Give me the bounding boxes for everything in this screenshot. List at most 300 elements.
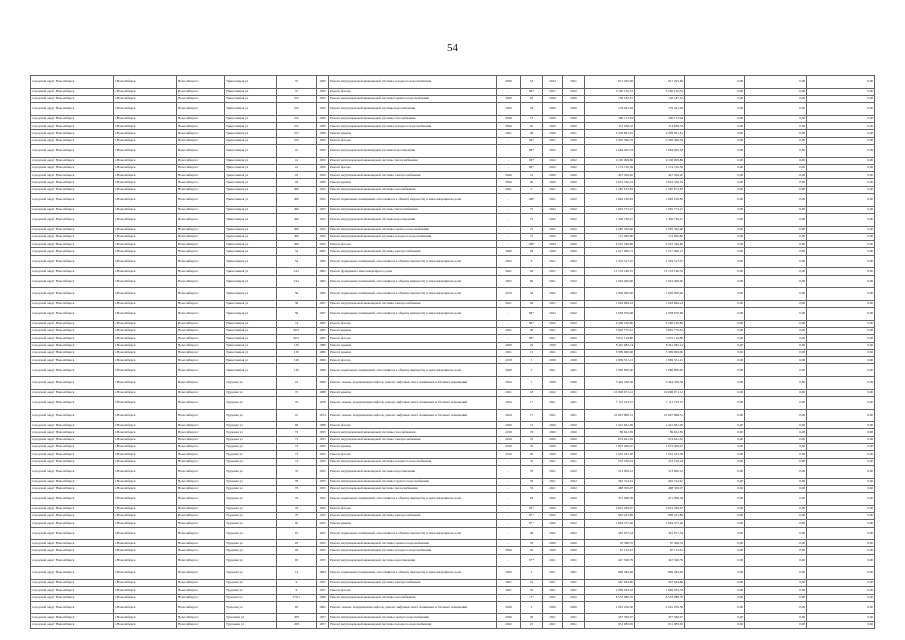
- plan-year-cell: 2022: [543, 213, 563, 226]
- build-year-cell: 1986: [317, 342, 329, 349]
- cost-total-cell: 674 641,65: [635, 436, 685, 443]
- fund-cell: 0,00: [685, 349, 745, 356]
- fund-cell: 0,00: [685, 103, 745, 116]
- repair-year-cell: -: [497, 233, 521, 240]
- work-type-cell: Ремонт внутридомовой инженерной системы электроснабжения: [329, 300, 497, 307]
- table-row: [31, 621, 875, 628]
- settlement-cell: г.Новосибирск: [114, 157, 177, 164]
- settlement-cell: г.Новосибирск: [114, 409, 177, 422]
- plan-year-cell: 2020: [543, 179, 563, 186]
- plan-year-cell: 2020: [543, 357, 563, 364]
- municipality-cell: городской округ Новосибирск: [31, 241, 114, 248]
- fund-cell: 0,00: [685, 444, 745, 451]
- plan-year-cell: 2022: [543, 520, 563, 527]
- plan-year-cell: 2020: [543, 130, 563, 137]
- build-year-cell: 1955: [317, 429, 329, 436]
- owners-cell: 0,00: [807, 614, 875, 621]
- build-year-cell: 1950: [317, 123, 329, 130]
- work-type-cell: Ремонт внутридомовой инженерной системы горячего водоснабжения: [329, 614, 497, 621]
- settlement-cell: г.Новосибирск: [114, 342, 177, 349]
- repair-year-cell: 2026: [497, 614, 521, 621]
- wear-cell: 96*: [521, 157, 543, 164]
- build-year-cell: 1955: [317, 465, 329, 478]
- municipality-cell: городской округ Новосибирск: [31, 436, 114, 443]
- work-type-cell: Ремонт подвальных помещений, относящихся к общему имуществу в многоквартирном доме: [329, 493, 497, 506]
- street-cell: Трудовая ул: [225, 505, 277, 512]
- house-number-cell: 60/1: [277, 335, 317, 342]
- wear-cell: 87*: [521, 513, 543, 520]
- budget-cell: 0,00: [745, 95, 807, 102]
- municipality-cell: городской округ Новосибирск: [31, 179, 114, 186]
- period-cell: 2022: [563, 485, 585, 492]
- street-cell: Трикотажная ул: [225, 342, 277, 349]
- plan-year-cell: 2022: [543, 144, 563, 157]
- locality-cell: Новосибирск г: [177, 357, 225, 364]
- cost-total-cell: 427 509,20: [635, 172, 685, 179]
- work-type-cell: Ремонт внутридомовой инженерной системы водоотведения: [329, 213, 497, 226]
- cost-total-cell: 4 266 106,80: [635, 320, 685, 327]
- municipality-cell: городской округ Новосибирск: [31, 505, 114, 512]
- owners-cell: 0,00: [807, 213, 875, 226]
- period-cell: 2020: [563, 172, 585, 179]
- build-year-cell: 1950: [317, 95, 329, 102]
- period-cell: 2021: [563, 554, 585, 567]
- municipality-cell: городской округ Новосибирск: [31, 268, 114, 275]
- wear-cell: 6: [521, 255, 543, 268]
- cost-total-cell: 1 924 400,00: [635, 275, 685, 288]
- owners-cell: 0,00: [807, 451, 875, 458]
- owners-cell: 0,00: [807, 389, 875, 396]
- cost-cell: 67 152,61: [585, 547, 635, 554]
- street-cell: Трудовая ул: [225, 396, 277, 409]
- municipality-cell: городской округ Новосибирск: [31, 103, 114, 116]
- wear-cell: 71*: [521, 594, 543, 601]
- period-cell: 2022: [563, 213, 585, 226]
- period-cell: 2022: [563, 137, 585, 144]
- plan-year-cell: 2026: [543, 95, 563, 102]
- period-cell: 2022: [563, 308, 585, 321]
- locality-cell: Новосибирск г: [177, 233, 225, 240]
- table-row: [31, 429, 875, 436]
- plan-year-cell: 2022: [543, 527, 563, 540]
- wear-cell: 76: [521, 540, 543, 547]
- fund-cell: 0,00: [685, 206, 745, 213]
- cost-total-cell: 513 906,12: [635, 465, 685, 478]
- street-cell: Трикотажная ул: [225, 357, 277, 364]
- fund-cell: 0,00: [685, 164, 745, 171]
- cost-total-cell: 899 483,46: [635, 567, 685, 580]
- street-cell: Трикотажная ул: [225, 186, 277, 193]
- street-cell: Трикотажная ул: [225, 233, 277, 240]
- locality-cell: Новосибирск г: [177, 621, 225, 628]
- cost-cell: 5 365 366,79: [585, 137, 635, 144]
- build-year-cell: 1950: [317, 115, 329, 122]
- settlement-cell: г.Новосибирск: [114, 213, 177, 226]
- municipality-cell: городской округ Новосибирск: [31, 554, 114, 567]
- budget-cell: 0,00: [745, 172, 807, 179]
- plan-year-cell: 2024: [543, 76, 563, 89]
- period-cell: 2021: [563, 327, 585, 334]
- table-row: [31, 320, 875, 327]
- street-cell: Трикотажная ул: [225, 349, 277, 356]
- cost-total-cell: 156 187,01: [635, 95, 685, 102]
- work-type-cell: Ремонт внутридомовой инженерной системы газоснабжения: [329, 594, 497, 601]
- cost-total-cell: 715 990,86: [635, 233, 685, 240]
- municipality-cell: городской округ Новосибирск: [31, 527, 114, 540]
- build-year-cell: 1965: [317, 275, 329, 288]
- locality-cell: Новосибирск г: [177, 554, 225, 567]
- owners-cell: 0,00: [807, 233, 875, 240]
- house-number-cell: 70: [277, 396, 317, 409]
- cost-total-cell: 1 065 772,27: [635, 206, 685, 213]
- locality-cell: Новосибирск г: [177, 579, 225, 586]
- owners-cell: 0,00: [807, 255, 875, 268]
- table-row: [31, 213, 875, 226]
- budget-cell: 0,00: [745, 540, 807, 547]
- street-cell: Трикотажная ул: [225, 241, 277, 248]
- street-cell: Трудовая ул: [225, 478, 277, 485]
- table-row: [31, 144, 875, 157]
- municipality-cell: городской округ Новосибирск: [31, 342, 114, 349]
- plan-year-cell: 2020: [543, 342, 563, 349]
- cost-cell: 865 431,89: [585, 513, 635, 520]
- plan-year-cell: 2021: [543, 409, 563, 422]
- cost-total-cell: 1 999 503,32: [635, 587, 685, 594]
- owners-cell: 0,00: [807, 520, 875, 527]
- table-row: [31, 601, 875, 614]
- settlement-cell: г.Новосибирск: [114, 248, 177, 255]
- build-year-cell: 1986: [317, 349, 329, 356]
- locality-cell: Новосибирск г: [177, 115, 225, 122]
- cost-cell: 2 209 801,81: [585, 130, 635, 137]
- owners-cell: 0,00: [807, 327, 875, 334]
- budget-cell: 0,00: [745, 157, 807, 164]
- cost-cell: 651 083,95: [585, 621, 635, 628]
- fund-cell: 0,00: [685, 587, 745, 594]
- locality-cell: Новосибирск г: [177, 485, 225, 492]
- owners-cell: 0,00: [807, 485, 875, 492]
- period-cell: 2022: [563, 255, 585, 268]
- build-year-cell: 1962: [317, 601, 329, 614]
- build-year-cell: 1955: [317, 451, 329, 458]
- settlement-cell: г.Новосибирск: [114, 172, 177, 179]
- house-number-cell: 9: [277, 579, 317, 586]
- plan-year-cell: 2026: [543, 377, 563, 390]
- locality-cell: Новосибирск г: [177, 547, 225, 554]
- street-cell: Трудовая ул: [225, 540, 277, 547]
- build-year-cell: 1950: [317, 172, 329, 179]
- build-year-cell: 1950: [317, 144, 329, 157]
- street-cell: Тургенева ул: [225, 621, 277, 628]
- house-number-cell: 58: [277, 308, 317, 321]
- municipality-cell: городской округ Новосибирск: [31, 465, 114, 478]
- work-type-cell: Ремонт внутридомовой инженерной системы холодного водоснабжения: [329, 621, 497, 628]
- period-cell: 2022: [563, 527, 585, 540]
- municipality-cell: городской округ Новосибирск: [31, 409, 114, 422]
- build-year-cell: 1957: [317, 621, 329, 628]
- wear-cell: 70: [521, 436, 543, 443]
- settlement-cell: г.Новосибирск: [114, 144, 177, 157]
- street-cell: Трикотажная ул: [225, 130, 277, 137]
- house-number-cell: 79: [277, 493, 317, 506]
- fund-cell: 0,00: [685, 540, 745, 547]
- house-number-cell: 58: [277, 300, 317, 307]
- period-cell: 2022: [563, 520, 585, 527]
- plan-year-cell: 2021: [543, 300, 563, 307]
- cost-cell: 97 398,76: [585, 540, 635, 547]
- house-number-cell: 78: [277, 478, 317, 485]
- plan-year-cell: 2021: [543, 255, 563, 268]
- house-number-cell: 37: [277, 88, 317, 95]
- municipality-cell: городской округ Новосибирск: [31, 123, 114, 130]
- cost-total-cell: 1 658 976,68: [635, 308, 685, 321]
- settlement-cell: г.Новосибирск: [114, 444, 177, 451]
- house-number-cell: 91: [277, 527, 317, 540]
- budget-cell: 0,00: [745, 88, 807, 95]
- house-number-cell: 41: [277, 144, 317, 157]
- cost-total-cell: 1 319 517,07: [635, 255, 685, 268]
- cost-cell: 3 309 000,00: [585, 349, 635, 356]
- cost-cell: 5 444 436,56: [585, 377, 635, 390]
- locality-cell: Новосибирск г: [177, 444, 225, 451]
- wear-cell: 49: [521, 300, 543, 307]
- repair-year-cell: 2018: [497, 444, 521, 451]
- locality-cell: Новосибирск г: [177, 288, 225, 301]
- street-cell: Трудовая ул: [225, 485, 277, 492]
- build-year-cell: 1952: [317, 241, 329, 248]
- wear-cell: 13: [521, 349, 543, 356]
- build-year-cell: 1957: [317, 308, 329, 321]
- owners-cell: 0,00: [807, 422, 875, 429]
- wear-cell: 1*: [521, 409, 543, 422]
- table-row: [31, 357, 875, 364]
- wear-cell: 96: [521, 527, 543, 540]
- work-type-cell: Ремонт внутридомовой инженерной системы водоотведения: [329, 103, 497, 116]
- fund-cell: 0,00: [685, 594, 745, 601]
- budget-cell: 0,00: [745, 444, 807, 451]
- table-row: [31, 327, 875, 334]
- cost-cell: 1 017 996,15: [585, 248, 635, 255]
- fund-cell: 0,00: [685, 520, 745, 527]
- budget-cell: 0,00: [745, 248, 807, 255]
- cost-cell: 1 060 800,00: [585, 364, 635, 377]
- municipality-cell: городской округ Новосибирск: [31, 76, 114, 89]
- repair-year-cell: 2021: [497, 268, 521, 275]
- repair-year-cell: 2020: [497, 547, 521, 554]
- build-year-cell: 1955: [317, 436, 329, 443]
- period-cell: 2020: [563, 436, 585, 443]
- plan-year-cell: 2022: [543, 308, 563, 321]
- cost-total-cell: 1 875 496,97: [635, 444, 685, 451]
- house-number-cell: 37а: [277, 123, 317, 130]
- table-row: [31, 157, 875, 164]
- street-cell: Трикотажная ул: [225, 115, 277, 122]
- cost-cell: 1 862 236,83: [585, 194, 635, 207]
- cost-cell: 3 616 536,19: [585, 179, 635, 186]
- municipality-cell: городской округ Новосибирск: [31, 594, 114, 601]
- table-row: [31, 103, 875, 116]
- locality-cell: Новосибирск г: [177, 540, 225, 547]
- settlement-cell: г.Новосибирск: [114, 465, 177, 478]
- plan-year-cell: 2022: [543, 164, 563, 171]
- municipality-cell: городской округ Новосибирск: [31, 601, 114, 614]
- work-type-cell: Ремонт внутридомовой инженерной системы электроснабжения: [329, 248, 497, 255]
- cost-cell: 5 160 156,53: [585, 88, 635, 95]
- house-number-cell: 93: [277, 547, 317, 554]
- cost-cell: 447 506,79: [585, 554, 635, 567]
- fund-cell: 0,00: [685, 478, 745, 485]
- plan-year-cell: 2022: [543, 389, 563, 396]
- table-row: [31, 226, 875, 233]
- owners-cell: 0,00: [807, 478, 875, 485]
- house-number-cell: 79: [277, 513, 317, 520]
- work-type-cell: Ремонт внутридомовой инженерной системы газоснабжения: [329, 429, 497, 436]
- work-type-cell: Ремонт, замена, модернизация лифтов, ремонт лифтовых шахт, машинных и блочных помещений: [329, 396, 497, 409]
- plan-year-cell: 2020: [543, 422, 563, 429]
- cost-total-cell: 617 295,69: [635, 76, 685, 89]
- plan-year-cell: 2020: [543, 436, 563, 443]
- period-cell: 2026: [563, 601, 585, 614]
- municipality-cell: городской округ Новосибирск: [31, 493, 114, 506]
- owners-cell: 0,00: [807, 357, 875, 364]
- work-type-cell: Ремонт внутридомовой инженерной системы горячего водоснабжения: [329, 540, 497, 547]
- build-year-cell: 1955: [317, 547, 329, 554]
- cost-total-cell: 462 314,61: [635, 478, 685, 485]
- wear-cell: 1*: [521, 396, 543, 409]
- cost-total-cell: 1 174 720,50: [635, 164, 685, 171]
- settlement-cell: г.Новосибирск: [114, 300, 177, 307]
- work-type-cell: Ремонт внутридомовой инженерной системы электроснабжения: [329, 579, 497, 586]
- house-number-cell: 54: [277, 248, 317, 255]
- plan-year-cell: 2020: [543, 172, 563, 179]
- street-cell: Трикотажная ул: [225, 275, 277, 288]
- fund-cell: 0,00: [685, 186, 745, 193]
- cost-total-cell: 3 616 536,19: [635, 179, 685, 186]
- fund-cell: 0,00: [685, 547, 745, 554]
- budget-cell: 0,00: [745, 179, 807, 186]
- wear-cell: 53: [521, 76, 543, 89]
- budget-cell: 0,00: [745, 485, 807, 492]
- table-row: [31, 115, 875, 122]
- work-type-cell: Ремонт внутридомовой инженерной системы горячего водоснабжения: [329, 226, 497, 233]
- street-cell: Трудовая ул: [225, 587, 277, 594]
- settlement-cell: г.Новосибирск: [114, 179, 177, 186]
- municipality-cell: городской округ Новосибирск: [31, 95, 114, 102]
- budget-cell: 0,00: [745, 275, 807, 288]
- cost-cell: 1 875 496,97: [585, 444, 635, 451]
- repair-year-cell: 2021: [497, 587, 521, 594]
- period-cell: 2021: [563, 76, 585, 89]
- municipality-cell: городской округ Новосибирск: [31, 396, 114, 409]
- plan-year-cell: 2022: [543, 157, 563, 164]
- period-cell: 2021: [563, 579, 585, 586]
- settlement-cell: г.Новосибирск: [114, 206, 177, 213]
- wear-cell: 96*: [521, 164, 543, 171]
- table-row: [31, 396, 875, 409]
- period-cell: 2022: [563, 194, 585, 207]
- budget-cell: 0,00: [745, 567, 807, 580]
- cost-cell: 13 133 146,35: [585, 268, 635, 275]
- cost-total-cell: 89 622,85: [635, 429, 685, 436]
- settlement-cell: г.Новосибирск: [114, 567, 177, 580]
- period-cell: 2022: [563, 493, 585, 506]
- wear-cell: 75: [521, 226, 543, 233]
- settlement-cell: г.Новосибирск: [114, 621, 177, 628]
- budget-cell: 0,00: [745, 587, 807, 594]
- plan-year-cell: 2021: [543, 465, 563, 478]
- build-year-cell: 1955: [317, 520, 329, 527]
- build-year-cell: 1955: [317, 458, 329, 465]
- wear-cell: 43: [521, 103, 543, 116]
- street-cell: Трикотажная ул: [225, 157, 277, 164]
- period-cell: 2022: [563, 335, 585, 342]
- house-number-cell: 270/1: [277, 594, 317, 601]
- work-type-cell: Ремонт фасада: [329, 451, 497, 458]
- period-cell: 2022: [563, 206, 585, 213]
- municipality-cell: городской округ Новосибирск: [31, 547, 114, 554]
- wear-cell: 20: [521, 451, 543, 458]
- work-type-cell: Ремонт крыши: [329, 520, 497, 527]
- cost-total-cell: 13 133 146,35: [635, 268, 685, 275]
- locality-cell: Новосибирск г: [177, 76, 225, 89]
- period-cell: 2021: [563, 458, 585, 465]
- fund-cell: 0,00: [685, 458, 745, 465]
- repair-year-cell: 2021: [497, 186, 521, 193]
- cost-cell: 1 415 661,09: [585, 422, 635, 429]
- work-type-cell: Ремонт фундамента многоквартирного дома: [329, 268, 497, 275]
- municipality-cell: городской округ Новосибирск: [31, 206, 114, 213]
- repair-year-cell: 2021: [497, 130, 521, 137]
- plan-year-cell: 2022: [543, 288, 563, 301]
- plan-year-cell: 2021: [543, 614, 563, 621]
- repair-year-cell: -: [497, 478, 521, 485]
- fund-cell: 0,00: [685, 621, 745, 628]
- build-year-cell: 1950: [317, 103, 329, 116]
- house-number-cell: 54/1: [277, 275, 317, 288]
- street-cell: Трикотажная ул: [225, 327, 277, 334]
- settlement-cell: г.Новосибирск: [114, 123, 177, 130]
- cost-cell: 1 664 495,53: [585, 144, 635, 157]
- locality-cell: Новосибирск г: [177, 335, 225, 342]
- table-row: [31, 364, 875, 377]
- locality-cell: Новосибирск г: [177, 172, 225, 179]
- build-year-cell: 1980: [317, 389, 329, 396]
- cost-total-cell: 1 606 000,00: [635, 288, 685, 301]
- plan-year-cell: 2020: [543, 444, 563, 451]
- cost-cell: 8 553 080,70: [585, 594, 635, 601]
- build-year-cell: 1952: [317, 226, 329, 233]
- table-row: [31, 554, 875, 567]
- cost-cell: 462 314,61: [585, 478, 635, 485]
- wear-cell: 35: [521, 587, 543, 594]
- street-cell: Трикотажная ул: [225, 364, 277, 377]
- house-number-cell: 54: [277, 255, 317, 268]
- settlement-cell: г.Новосибирск: [114, 186, 177, 193]
- locality-cell: Новосибирск г: [177, 422, 225, 429]
- cost-total-cell: 1 060 800,00: [635, 364, 685, 377]
- repair-year-cell: 2022: [497, 275, 521, 288]
- period-cell: 2021: [563, 396, 585, 409]
- owners-cell: 0,00: [807, 335, 875, 342]
- wear-cell: 22: [521, 342, 543, 349]
- house-number-cell: 49б: [277, 194, 317, 207]
- work-type-cell: Ремонт фасада: [329, 88, 497, 95]
- street-cell: Трикотажная ул: [225, 300, 277, 307]
- cost-total-cell: 5 365 366,79: [635, 137, 685, 144]
- budget-cell: 0,00: [745, 409, 807, 422]
- table-row: [31, 389, 875, 396]
- street-cell: Трикотажная ул: [225, 164, 277, 171]
